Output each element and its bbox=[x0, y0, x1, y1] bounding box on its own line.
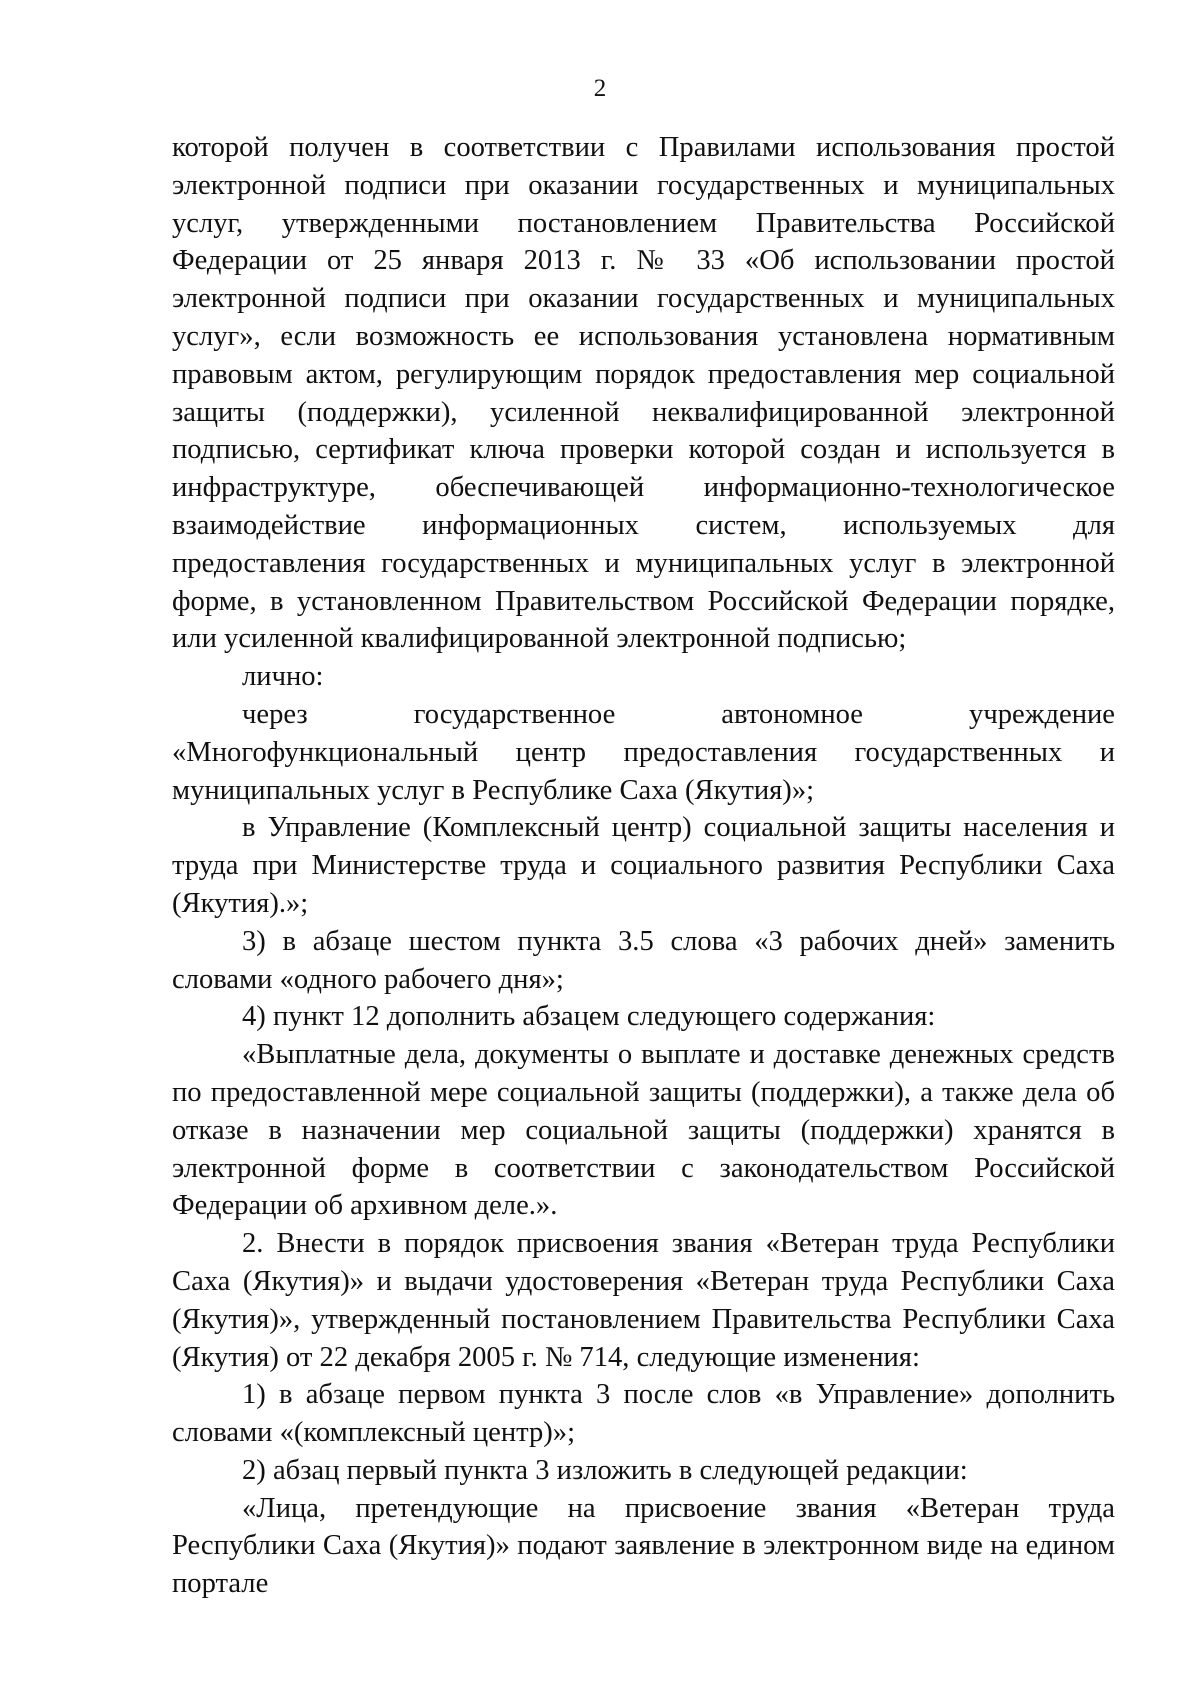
paragraph-in-person: лично: bbox=[242, 661, 324, 693]
paragraph-item-4: 4) пункт 12 дополнить абзацем следующего содержания: bbox=[242, 1001, 936, 1033]
paragraph-signature-rules: которой получен в соответствии с Правилами использования простой электронной подписи при оказании государственных и муниципальных услуг, утвержденными постановлением Правительства Российской Федерации от 25 января 2013 г. № 33 «Об использовании простой электронной подписи при оказании государственных и муниципальных услуг», если возможность ее использования установлена нормативным правовым актом, регулирующим порядок предоставления мер социальной защиты (поддержки), усиленной неквалифицированной электронной подписью, сертификат ключа проверки которой создан и используется в инфраструктуре, обеспечивающей информационно-технологическое взаимодействие информационных систем, используемых для предоставления государственных и муниципальных услуг в электронной форме, в установленном Правительством Российской Федерации порядке, или усиленной квалифицированной электронной подписью; bbox=[172, 132, 1115, 655]
paragraph-section-2: 2. Внести в порядок присвоения звания «Ветеран труда Республики Саха (Якутия)» и выдачи удостоверения «Ветеран труда Республики Саха (Якутия)», утвержденный постановлением Правительства Республики Саха (Якутия) от 22 декабря 2005 г. № 714, следующие изменения: bbox=[172, 1228, 1115, 1373]
document-body bbox=[172, 129, 1115, 1603]
paragraph-social-protection-office: в Управление (Комплексный центр) социальной защиты населения и труда при Министерстве труда и социального развития Республики Саха (Якутия).»; bbox=[172, 812, 1115, 919]
paragraph-item-3: 3) в абзаце шестом пункта 3.5 слова «3 рабочих дней» заменить словами «одного рабочего дня»; bbox=[172, 925, 1115, 995]
paragraph-mfc: через государственное автономное учреждение «Многофункциональный центр предоставления государственных и муниципальных услуг в Республике Саха (Якутия)»; bbox=[172, 698, 1115, 806]
paragraph-subitem-2: 2) абзац первый пункта 3 изложить в следующей редакции: bbox=[242, 1454, 968, 1486]
paragraph-veteran-application: «Лица, претендующие на присвоение звания «Ветеран труда Республики Саха (Якутия)» подают заявление в электронном виде на едином портале bbox=[172, 1492, 1115, 1600]
paragraph-payment-files: «Выплатные дела, документы о выплате и доставке денежных средств по предоставленной мере социальной защиты (поддержки), а также дела об отказе в назначении мер социальной защиты (поддержки) хранятся в электронной форме в соответствии с законодательством Российской Федерации об архивном деле.». bbox=[172, 1039, 1115, 1222]
page-number: 2 bbox=[593, 75, 607, 102]
paragraph-subitem-1: 1) в абзаце первом пункта 3 после слов «в Управление» дополнить словами «(комплексный центр)»; bbox=[172, 1379, 1115, 1449]
